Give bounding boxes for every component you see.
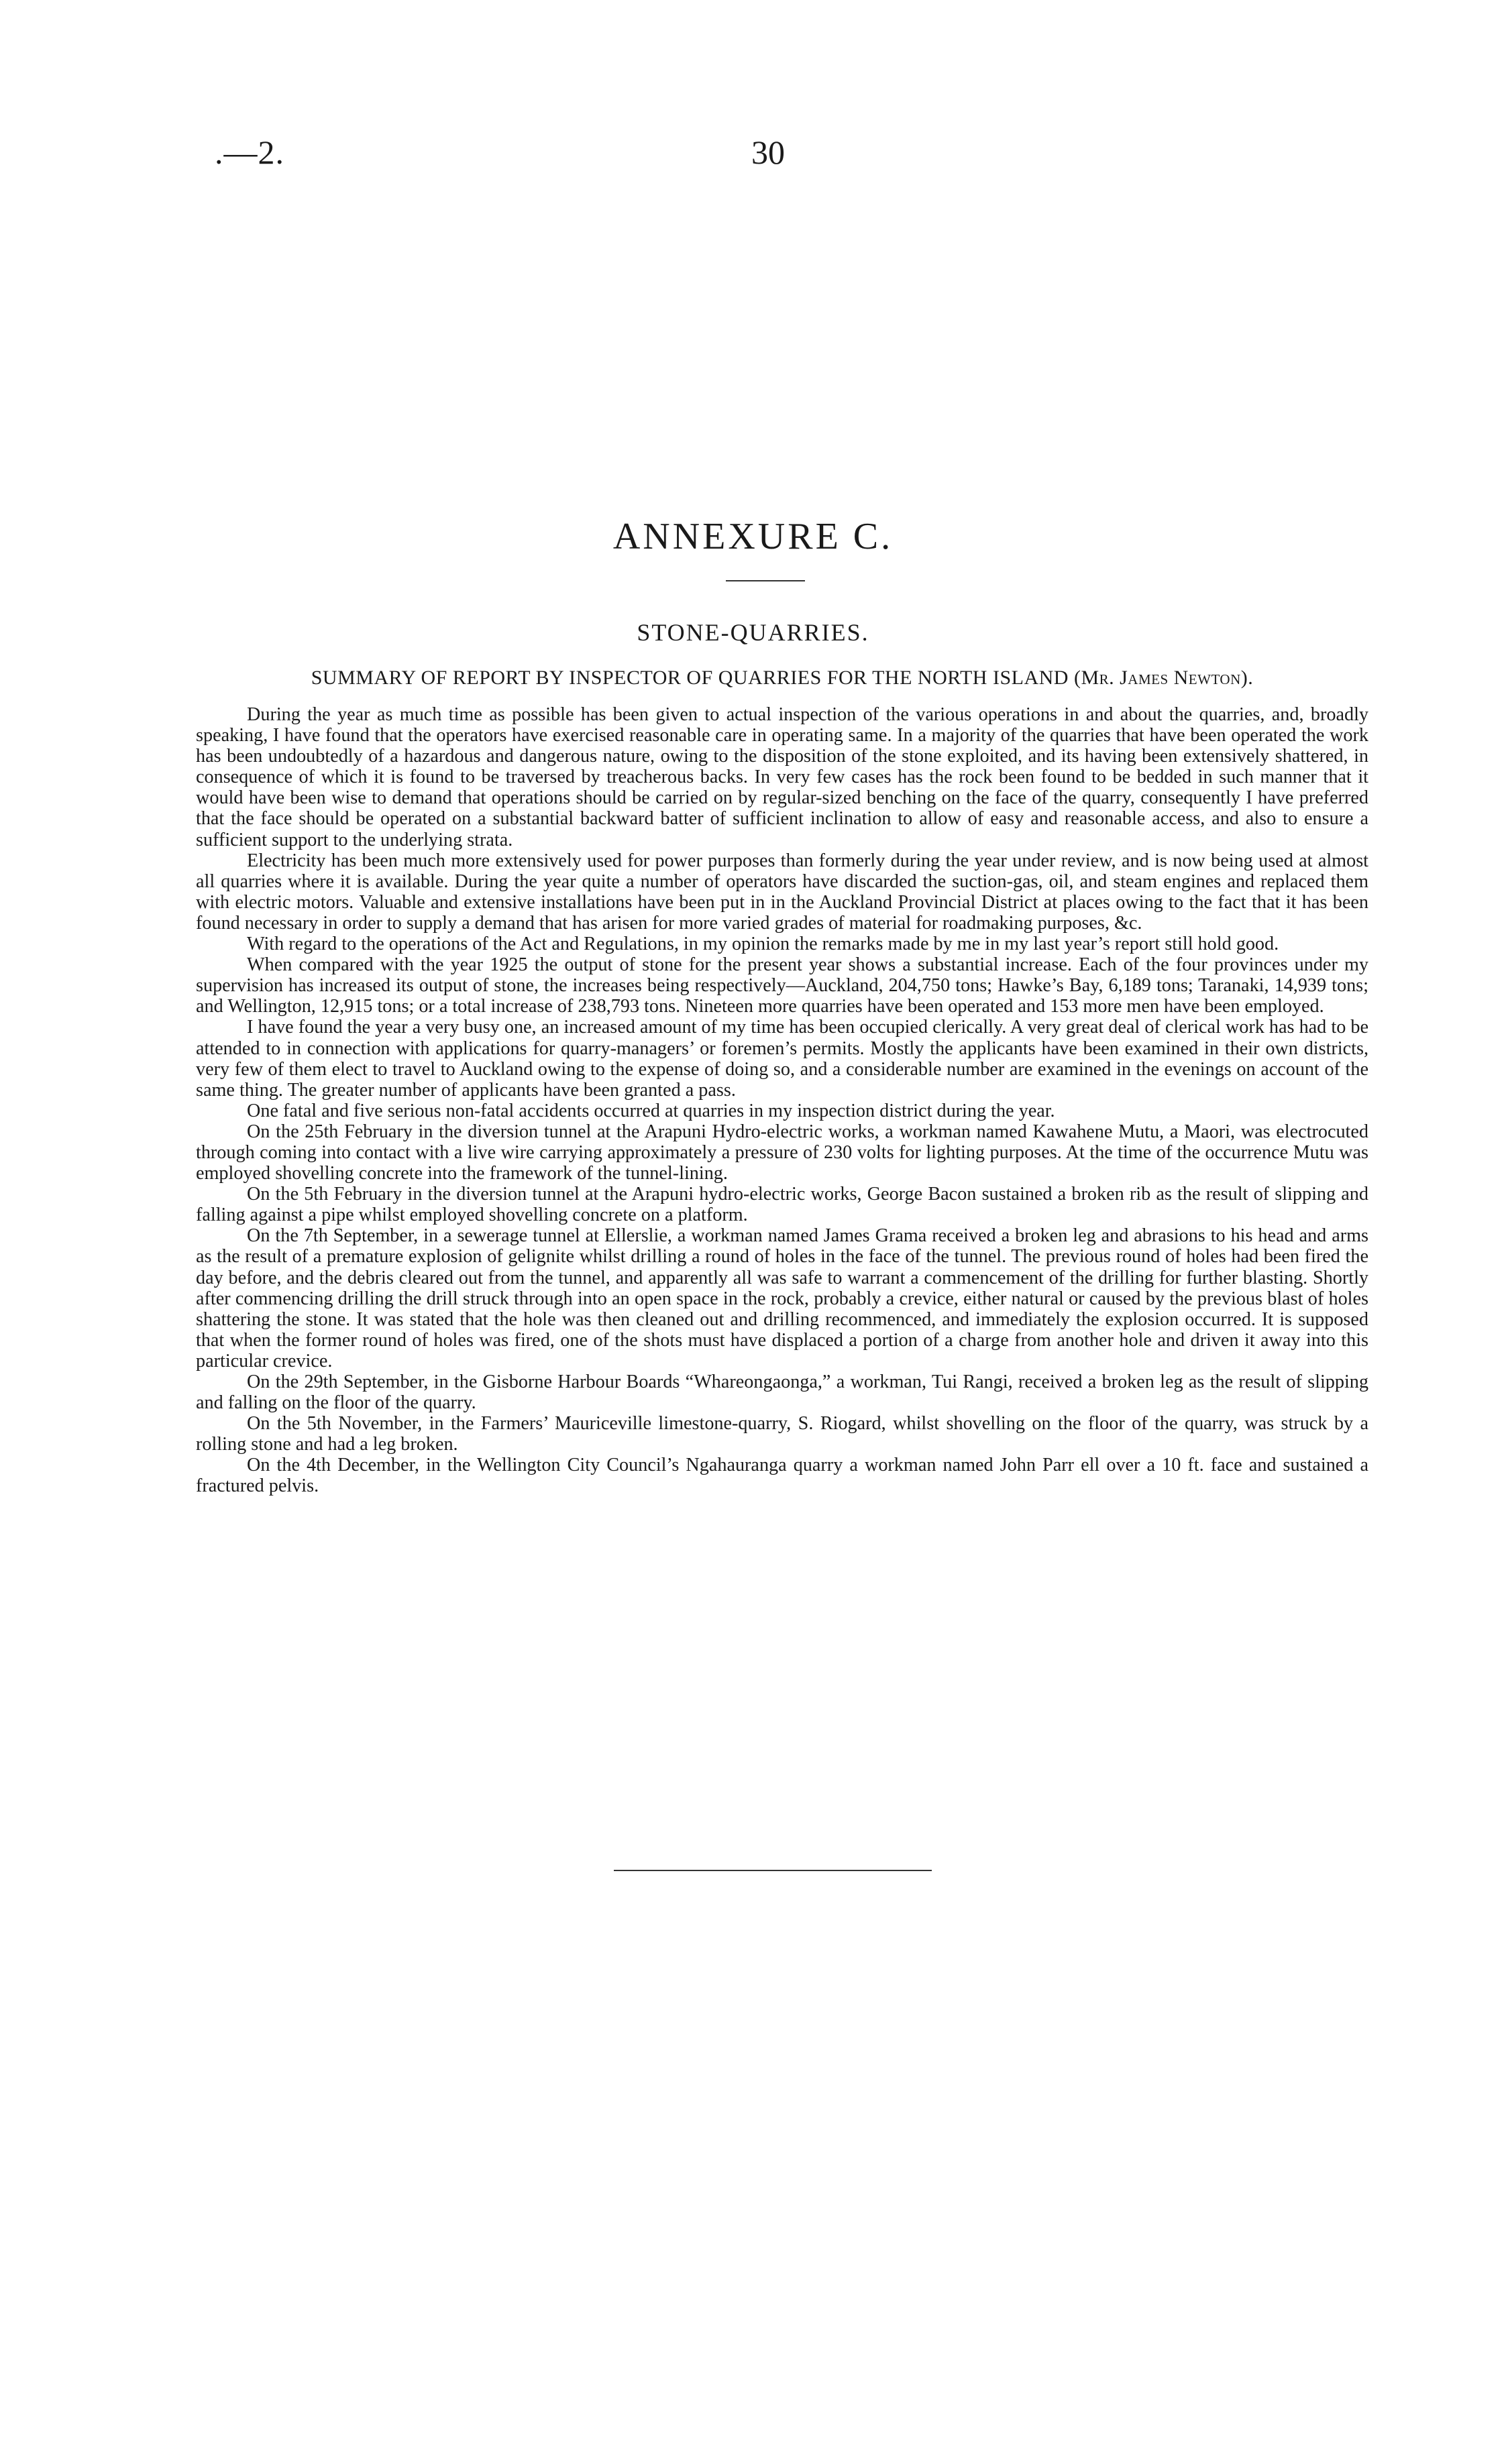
annexure-title: ANNEXURE C. <box>612 516 894 557</box>
paragraph-accident-riogard: On the 5th November, in the Farmers’ Mauriceville limestone-quarry, S. Riogard, whilst shovelling on the floor of the quarry, was struck by a rolling stone and had a leg broken. <box>196 1413 1368 1455</box>
paragraph-output: When compared with the year 1925 the output of stone for the present year shows a substantial increase. Each of the four provinces under my supervision has increased its output of stone, the increases being respectively—Auckland, 204,750 tons; Hawke’s Bay, 6,189 tons; Taranaki, 14,939 tons; and Wellington, 12,915 tons; or a total increase of 238,793 tons. Nineteen more quarries have been operated and 153 more men have been employed. <box>196 954 1368 1017</box>
paragraph-clerical: I have found the year a very busy one, an increased amount of my time has been occupied clerically. A very great deal of clerical work has had to be attended to in connection with applications for quarry-managers’ or foremen’s permits. Mostly the applicants have been examined in their own districts, very few of them elect to travel to Auckland owing to the expense of doing so, and a considerable number are examined in the evenings on account of the same thing. The greater number of applicants have been granted a pass. <box>196 1017 1368 1101</box>
paragraph-accident-bacon: On the 5th February in the diversion tunnel at the Arapuni hydro-electric works, George Bacon sustained a broken rib as the result of slipping and falling against a pipe whilst employed shovelling concrete on a platform. <box>196 1184 1368 1226</box>
section-title: STONE-QUARRIES. <box>637 619 869 646</box>
paragraph-electricity: Electricity has been much more extensively used for power purposes than formerly during the year under review, and is now being used at almost all quarries where it is available. During the year quite a number of operators have discarded the suction-gas, oil, and steam engines and replaced them with electric motors. Valuable and extensive installations have been put in in the Auckland Provincial District at places owing to the fact that it has been found necessary in order to supply a demand that has arisen for more varied grades of material for roadmaking purposes, &c. <box>196 850 1368 934</box>
paragraph-regulations: With regard to the operations of the Act and Regulations, in my opinion the remarks made by me in my last year’s report still hold good. <box>247 934 1279 955</box>
inspector-name: Mr. James Newton <box>1081 667 1241 689</box>
summary-heading-close: ). <box>1240 667 1254 689</box>
paragraph-accident-rangi: On the 29th September, in the Gisborne Harbour Boards “Whareongaonga,” a workman, Tui Rangi, received a broken leg as the result of slipping and falling on the floor of the quarry. <box>196 1371 1368 1414</box>
paragraph-inspection: During the year as much time as possible has been given to actual inspection of the various operations in and about the quarries, and, broadly speaking, I have found that the operators have exercised reasonable care in operating same. In a majority of the quarries that have been operated the work has been undoubtedly of a hazardous and dangerous nature, owing to the disposition of the stone exploited, and its having been extensively shattered, in consequence of which it is found to be traversed by treacherous backs. In very few cases has the rock been found to be bedded in such manner that it would have been wise to demand that operations should be carried on by regular-sized benching on the face of the quarry, consequently I have preferred that the face should be operated on a substantial backward batter of sufficient inclination to allow of easy and reasonable access, and also to ensure a sufficient support to the underlying strata. <box>196 704 1368 850</box>
summary-heading <box>196 667 1368 689</box>
title-rule <box>726 580 805 581</box>
closing-rule <box>614 1870 932 1871</box>
paragraph-accident-parr: On the 4th December, in the Wellington City Council’s Ngahauranga quarry a workman named John Parr ell over a 10 ft. face and sustained a fractured pelvis. <box>196 1455 1368 1497</box>
report-body <box>196 704 1368 1497</box>
paragraph-accident-grama: On the 7th September, in a sewerage tunnel at Ellerslie, a workman named James Grama received a broken leg and abrasions to his head and arms as the result of a premature explosion of gelignite whilst drilling a round of holes in the face of the tunnel. The previous round of holes had been fired the day before, and the debris cleared out from the tunnel, and apparently all was safe to warrant a commencement of the drilling for further blasting. Shortly after commencing drilling the drill struck through into an open space in the rock, probably a crevice, either natural or caused by the previous blast of holes shattering the stone. It was stated that the hole was then cleaned out and drilling recommenced, and immediately the explosion occurred. It is supposed that when the former round of holes was fired, one of the shots must have displaced a portion of a charge from another hole and driven it away into this particular crevice. <box>196 1225 1368 1371</box>
page-number: 30 <box>751 133 785 171</box>
paragraph-accident-mutu: On the 25th February in the diversion tunnel at the Arapuni Hydro-electric works, a workman named Kawahene Mutu, a Maori, was electrocuted through coming into contact with a live wire carrying approximately a pressure of 230 volts for lighting purposes. At the time of the occurrence Mutu was employed shovelling concrete into the framework of the tunnel-lining. <box>196 1121 1368 1184</box>
summary-heading-main: SUMMARY OF REPORT BY INSPECTOR OF QUARRIES FOR THE NORTH ISLAND ( <box>311 667 1081 689</box>
page-ref: .—2. <box>215 133 284 171</box>
paragraph-accidents-summary: One fatal and five serious non-fatal accidents occurred at quarries in my inspection district during the year. <box>247 1100 1055 1121</box>
